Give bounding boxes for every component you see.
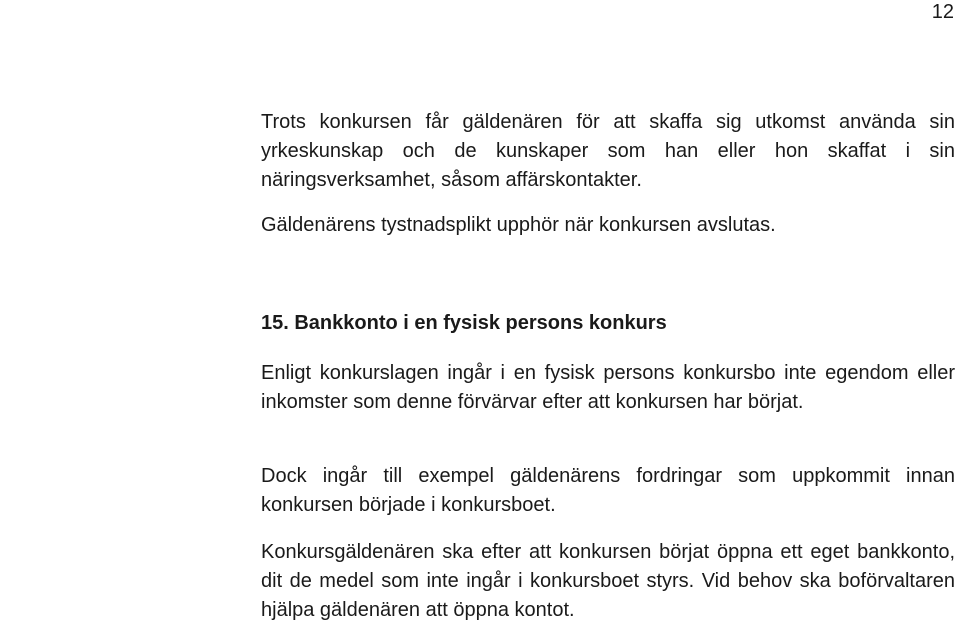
intro-paragraph-2: Gäldenärens tystnadsplikt upphör när konkursen avslutas. — [261, 214, 776, 236]
intro-paragraph-1: Trots konkursen får gäldenären för att skaffa sig utkomst använda sin yrkeskunskap och de kunskaper som han eller hon skaffat i sin näringsverksamhet, såsom affärskontakter. — [261, 111, 955, 191]
section-heading: 15. Bankkonto i en fysisk persons konkurs — [261, 312, 667, 334]
section-paragraph-3: Konkursgäldenären ska efter att konkursen börjat öppna ett eget bankkonto, dit de medel som inte ingår i konkursboet styrs. Vid behov ska boförvaltaren hjälpa gäldenären att öppna kontot. — [261, 541, 955, 621]
section-paragraph-2: Dock ingår till exempel gäldenärens fordringar som uppkommit innan konkursen började i konkursboet. — [261, 465, 955, 516]
page-number: 12 — [931, 1, 954, 23]
section-paragraph-1: Enligt konkurslagen ingår i en fysisk persons konkursbo inte egendom eller inkomster som denne förvärvar efter att konkursen har börjat. — [261, 362, 955, 413]
